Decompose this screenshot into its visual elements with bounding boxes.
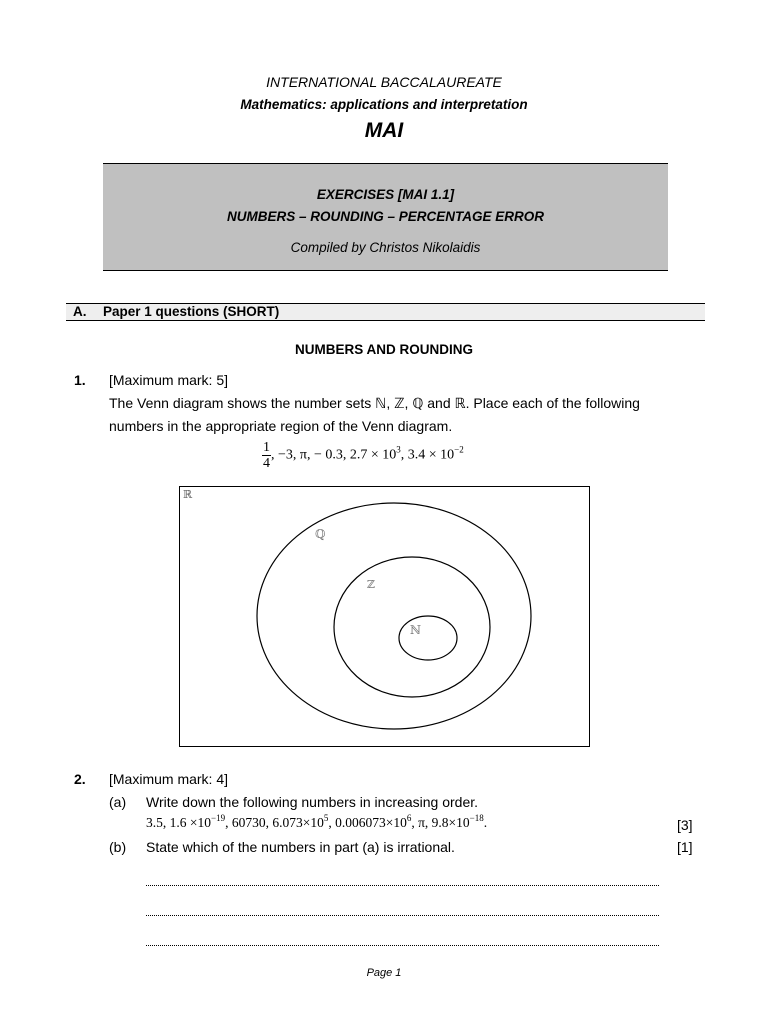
compiler-credit: Compiled by Christos Nikolaidis [290,240,481,255]
page-number: Page 1 [366,967,402,979]
label-Z: ℤ [367,578,376,591]
label-N: ℕ [410,623,421,637]
list-part-4: , π, 9.8×10 [411,815,470,830]
part-a-marks: [3] [677,817,693,833]
section-title: Paper 1 questions (SHORT) [103,304,280,319]
part-b-label: (b) [109,839,127,855]
title-box [103,163,668,271]
fraction-denominator: 4 [263,456,270,471]
question-2-max-mark: [Maximum mark: 4] [109,771,229,787]
answer-line[interactable] [146,915,659,916]
label-Q: ℚ [315,527,326,541]
number-list-part-a: , −3, π, − 0.3, 2.7 × 10 [271,447,397,463]
part-a-number-list [146,815,487,831]
section-number: A. [73,304,87,319]
exponent-b: −2 [454,444,464,455]
question-2-number: 2. [74,771,86,787]
list-part-3: , 0.006073×10 [328,815,407,830]
section-header [66,303,705,321]
exercise-topic: NUMBERS – ROUNDING – PERCENTAGE ERROR [226,209,545,224]
part-a-label: (a) [109,794,127,810]
list-part-2: , 60730, 6.073×10 [225,815,324,830]
question-1-text-line-1: The Venn diagram shows the number sets ℕ, ℤ, ℚ and ℝ. Place each of the following [109,395,640,411]
list-exp-1: −19 [211,813,226,823]
header-institution: INTERNATIONAL BACCALAUREATE [266,74,502,90]
list-part-1: 3.5, 1.6 ×10 [146,815,211,830]
fraction-numerator: 1 [263,440,270,455]
answer-line[interactable] [146,885,659,886]
subheading: NUMBERS AND ROUNDING [295,342,473,357]
part-b-marks: [1] [677,839,693,855]
header-code: MAI [364,119,404,142]
part-a-text: Write down the following numbers in increasing order. [146,794,479,810]
list-exp-2: 5 [323,813,329,823]
venn-diagram [179,486,591,748]
question-1-number-list [262,440,464,471]
label-R: ℝ [183,488,193,501]
exponent-a: 3 [396,444,401,455]
answer-line[interactable] [146,945,659,946]
list-exp-3: 6 [406,813,412,823]
list-part-5: . [483,815,488,830]
number-list-part-b: , 3.4 × 10 [400,447,455,463]
list-exp-4: −18 [469,813,484,823]
part-b-text: State which of the numbers in part (a) is irrational. [146,839,455,855]
fraction-one-quarter [262,440,271,471]
header-course: Mathematics: applications and interpretation [240,97,528,112]
question-1-text-line-2: numbers in the appropriate region of the Venn diagram. [109,418,453,434]
exercise-title: EXERCISES [MAI 1.1] [316,187,455,202]
question-1-number: 1. [74,372,86,388]
set-R-rectangle [180,487,590,747]
question-1-max-mark: [Maximum mark: 5] [109,372,229,388]
